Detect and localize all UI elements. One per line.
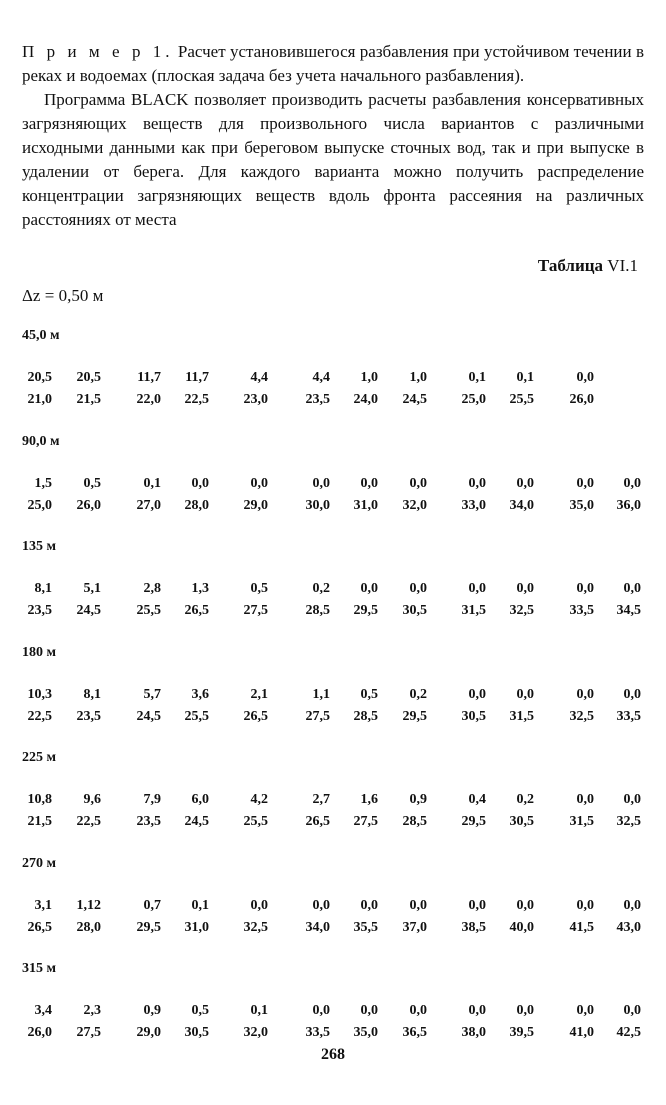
concentration-cell: 0,0	[250, 897, 268, 913]
concentration-cell: 5,1	[83, 581, 101, 596]
position-cell: 21,0	[27, 392, 52, 407]
concentration-cell: 9,6	[83, 792, 101, 807]
concentration-cell: 0,0	[468, 475, 486, 491]
concentration-cell: 0,2	[516, 792, 534, 807]
position-cell: 22,0	[136, 392, 161, 407]
position-cell: 29,5	[136, 919, 161, 935]
position-cell: 23,0	[243, 392, 268, 407]
concentration-cell: 0,0	[576, 581, 594, 596]
concentration-cell: 0,0	[516, 1003, 534, 1018]
position-cell: 21,5	[27, 814, 52, 829]
position-cell: 23,5	[305, 392, 330, 407]
position-cell: 30,0	[305, 497, 330, 513]
concentration-cell: 0,0	[576, 370, 594, 385]
concentration-cell: 4,4	[312, 370, 330, 385]
concentration-cell: 1,3	[191, 581, 209, 596]
concentration-cell: 10,3	[27, 686, 52, 702]
distance-section	[0, 531, 666, 637]
position-cell: 38,0	[461, 1025, 486, 1040]
concentration-cell: 0,0	[576, 686, 594, 702]
distance-label: 315 м	[22, 961, 57, 976]
position-cell: 31,0	[184, 919, 209, 935]
concentration-cell: 0,0	[360, 1003, 378, 1018]
concentration-cell: 0,0	[250, 475, 268, 491]
position-cell: 38,5	[461, 919, 486, 935]
concentration-cell: 0,9	[409, 792, 427, 807]
position-cell: 35,0	[353, 1025, 378, 1040]
concentration-cell: 0,5	[250, 581, 268, 596]
position-cell: 36,0	[616, 497, 641, 513]
position-cell: 28,5	[305, 603, 330, 618]
concentration-cell: 0,4	[468, 792, 486, 807]
concentration-cell: 0,0	[576, 897, 594, 913]
position-cell: 26,5	[305, 814, 330, 829]
table-caption	[538, 256, 638, 276]
position-cell: 31,5	[509, 708, 534, 724]
concentration-cell: 11,7	[185, 370, 209, 385]
position-row	[0, 814, 666, 836]
position-cell: 24,0	[353, 392, 378, 407]
position-cell: 24,5	[184, 814, 209, 829]
concentration-cell: 0,0	[576, 1003, 594, 1018]
table-caption-number: VI.1	[607, 256, 638, 275]
concentration-cell: 1,1	[312, 686, 330, 702]
position-cell: 26,5	[184, 603, 209, 618]
concentration-cell: 0,5	[83, 475, 101, 491]
position-cell: 26,0	[76, 497, 101, 513]
concentration-cell: 0,0	[360, 897, 378, 913]
concentration-cell: 3,4	[34, 1003, 52, 1018]
position-cell: 28,0	[76, 919, 101, 935]
concentration-cell: 0,7	[143, 897, 161, 913]
table-caption-word: Таблица	[537, 256, 604, 275]
position-cell: 34,0	[509, 497, 534, 513]
position-cell: 25,5	[243, 814, 268, 829]
concentration-cell: 6,0	[191, 792, 209, 807]
concentration-cell: 0,1	[191, 897, 209, 913]
position-cell: 42,5	[616, 1025, 641, 1040]
position-cell: 29,0	[243, 497, 268, 513]
position-cell: 23,5	[136, 814, 161, 829]
position-cell: 33,5	[569, 603, 594, 618]
concentration-cell: 0,2	[409, 686, 427, 702]
position-cell: 29,0	[136, 1025, 161, 1040]
position-cell: 27,0	[136, 497, 161, 513]
concentration-cell: 2,7	[312, 792, 330, 807]
concentration-row	[0, 1003, 666, 1025]
concentration-cell: 0,0	[516, 581, 534, 596]
concentration-cell: 0,0	[576, 475, 594, 491]
concentration-cell: 5,7	[143, 686, 161, 702]
position-cell: 43,0	[616, 919, 641, 935]
position-cell: 25,5	[184, 708, 209, 724]
position-cell: 26,5	[27, 919, 52, 935]
position-cell: 25,5	[136, 603, 161, 618]
concentration-cell: 0,0	[516, 686, 534, 702]
position-cell: 28,5	[402, 814, 427, 829]
concentration-row	[0, 687, 666, 709]
distance-label: 180 м	[22, 644, 57, 660]
distance-section	[0, 742, 666, 848]
concentration-cell: 0,0	[623, 897, 641, 913]
distance-section	[0, 320, 666, 426]
position-cell: 25,5	[509, 392, 534, 407]
concentration-cell: 0,0	[468, 1003, 486, 1018]
concentration-cell: 1,0	[409, 370, 427, 385]
position-cell: 26,5	[243, 708, 268, 724]
position-row	[0, 920, 666, 942]
concentration-row	[0, 898, 666, 920]
concentration-cell: 0,9	[143, 1003, 161, 1018]
position-cell: 41,5	[569, 919, 594, 935]
concentration-cell: 3,1	[34, 897, 52, 913]
position-cell: 28,5	[353, 708, 378, 724]
concentration-cell: 0,1	[468, 370, 486, 385]
concentration-cell: 0,0	[623, 686, 641, 702]
concentration-cell: 0,0	[312, 1003, 330, 1018]
distance-section	[0, 426, 666, 532]
concentration-cell: 0,0	[468, 897, 486, 913]
distance-label: 225 м	[22, 750, 57, 765]
concentration-row	[0, 370, 666, 392]
position-cell: 27,5	[305, 708, 330, 724]
concentration-cell: 1,6	[360, 792, 378, 807]
position-cell: 32,5	[569, 708, 594, 724]
concentration-cell: 8,1	[34, 581, 52, 596]
distance-section	[0, 953, 666, 1059]
position-cell: 31,5	[461, 603, 486, 618]
position-cell: 31,0	[353, 497, 378, 513]
concentration-cell: 0,0	[312, 475, 330, 491]
concentration-cell: 0,5	[360, 686, 378, 702]
distance-label: 135 м	[22, 539, 57, 554]
distance-label: 270 м	[22, 855, 57, 871]
position-cell: 34,5	[616, 603, 641, 618]
position-cell: 23,5	[76, 708, 101, 724]
position-cell: 32,5	[616, 814, 641, 829]
concentration-cell: 2,3	[83, 1003, 101, 1018]
position-cell: 39,5	[509, 1025, 534, 1040]
position-cell: 33,5	[305, 1025, 330, 1040]
concentration-cell: 0,0	[623, 475, 641, 491]
position-cell: 37,0	[402, 919, 427, 935]
concentration-cell: 20,5	[27, 370, 52, 385]
position-cell: 27,5	[76, 1025, 101, 1040]
position-cell: 21,5	[76, 392, 101, 407]
concentration-cell: 4,4	[250, 370, 268, 385]
concentration-cell: 20,5	[76, 370, 101, 385]
example-label: П р и м е р 1.	[22, 42, 174, 61]
position-cell: 28,0	[184, 497, 209, 513]
position-cell: 35,0	[569, 497, 594, 513]
position-row	[0, 392, 666, 414]
concentration-cell: 4,2	[250, 792, 268, 807]
concentration-cell: 0,0	[360, 475, 378, 491]
position-cell: 30,5	[461, 708, 486, 724]
distance-section	[0, 848, 666, 954]
example-text: Расчет установившегося разбавления при устойчивом течении в реках и водоемах (плоская задача без учета начального разбавления).	[22, 42, 645, 85]
position-cell: 24,5	[402, 392, 427, 407]
position-cell: 27,5	[243, 603, 268, 618]
position-cell: 32,0	[402, 497, 427, 513]
concentration-cell: 1,12	[76, 897, 101, 913]
distance-label: 45,0 м	[22, 328, 60, 343]
concentration-cell: 0,5	[191, 1003, 209, 1018]
position-cell: 32,0	[243, 1025, 268, 1040]
concentration-cell: 7,9	[143, 792, 161, 807]
concentration-cell: 11,7	[137, 370, 161, 385]
position-cell: 30,5	[184, 1025, 209, 1040]
position-cell: 34,0	[305, 919, 330, 935]
concentration-cell: 0,0	[623, 581, 641, 596]
concentration-cell: 2,8	[143, 581, 161, 596]
concentration-cell: 0,0	[576, 792, 594, 807]
position-cell: 32,5	[509, 603, 534, 618]
concentration-cell: 0,1	[516, 370, 534, 385]
concentration-cell: 0,0	[516, 897, 534, 913]
position-cell: 22,5	[184, 392, 209, 407]
position-cell: 30,5	[402, 603, 427, 618]
concentration-cell: 3,6	[191, 686, 209, 702]
concentration-cell: 0,0	[623, 792, 641, 807]
position-row	[0, 1025, 666, 1047]
concentration-cell: 0,0	[468, 581, 486, 596]
position-cell: 26,0	[27, 1025, 52, 1040]
position-cell: 32,5	[243, 919, 268, 935]
concentration-cell: 8,1	[83, 686, 101, 702]
position-cell: 27,5	[353, 814, 378, 829]
paragraph-program: Программа BLACK позволяет производить расчеты разбавления консервативных загрязняющих веществ для произвольного числа вариантов с различными исходными данными как при береговом выпуске сточных вод, так и при выпуске в удалении от берега. Для каждого варианта можно получить распределение концентрации загрязняющих веществ вдоль фронта рассеяния на различных расстояниях от места	[22, 90, 644, 229]
position-cell: 35,5	[353, 919, 378, 935]
position-cell: 29,5	[402, 708, 427, 724]
concentration-cell: 0,1	[143, 475, 161, 491]
page-number: 268	[321, 1046, 345, 1063]
dz-step-label: Δz = 0,50 м	[22, 286, 104, 305]
concentration-cell: 1,5	[34, 475, 52, 491]
intro-text	[22, 40, 644, 232]
concentration-row	[0, 476, 666, 498]
position-cell: 24,5	[136, 708, 161, 724]
concentration-cell: 0,0	[409, 475, 427, 491]
position-cell: 25,0	[461, 392, 486, 407]
concentration-cell: 0,0	[360, 581, 378, 596]
position-cell: 29,5	[353, 603, 378, 618]
position-cell: 22,5	[27, 708, 52, 724]
position-cell: 31,5	[569, 814, 594, 829]
position-cell: 29,5	[461, 814, 486, 829]
concentration-row	[0, 792, 666, 814]
table-sections	[0, 320, 666, 1059]
concentration-cell: 0,0	[409, 581, 427, 596]
position-cell: 23,5	[27, 603, 52, 618]
concentration-cell: 0,0	[468, 686, 486, 702]
concentration-row	[0, 581, 666, 603]
position-cell: 26,0	[569, 392, 594, 407]
concentration-cell: 0,0	[312, 897, 330, 913]
position-cell: 22,5	[76, 814, 101, 829]
paragraph-example	[22, 40, 644, 88]
position-cell: 30,5	[509, 814, 534, 829]
concentration-cell: 0,0	[409, 1003, 427, 1018]
concentration-cell: 0,0	[191, 475, 209, 491]
position-cell: 25,0	[27, 497, 52, 513]
position-row	[0, 709, 666, 731]
position-cell: 36,5	[402, 1025, 427, 1040]
position-cell: 33,5	[616, 708, 641, 724]
distance-label: 90,0 м	[22, 433, 60, 449]
position-cell: 33,0	[461, 497, 486, 513]
position-row	[0, 603, 666, 625]
concentration-cell: 0,0	[409, 897, 427, 913]
concentration-cell: 0,0	[623, 1003, 641, 1018]
distance-section	[0, 637, 666, 743]
concentration-cell: 0,2	[312, 581, 330, 596]
position-cell: 24,5	[76, 603, 101, 618]
concentration-cell: 10,8	[27, 792, 52, 807]
position-cell: 41,0	[569, 1025, 594, 1040]
concentration-cell: 1,0	[360, 370, 378, 385]
position-cell: 40,0	[509, 919, 534, 935]
position-row	[0, 498, 666, 520]
concentration-cell: 2,1	[250, 686, 268, 702]
concentration-cell: 0,1	[250, 1003, 268, 1018]
concentration-cell: 0,0	[516, 475, 534, 491]
